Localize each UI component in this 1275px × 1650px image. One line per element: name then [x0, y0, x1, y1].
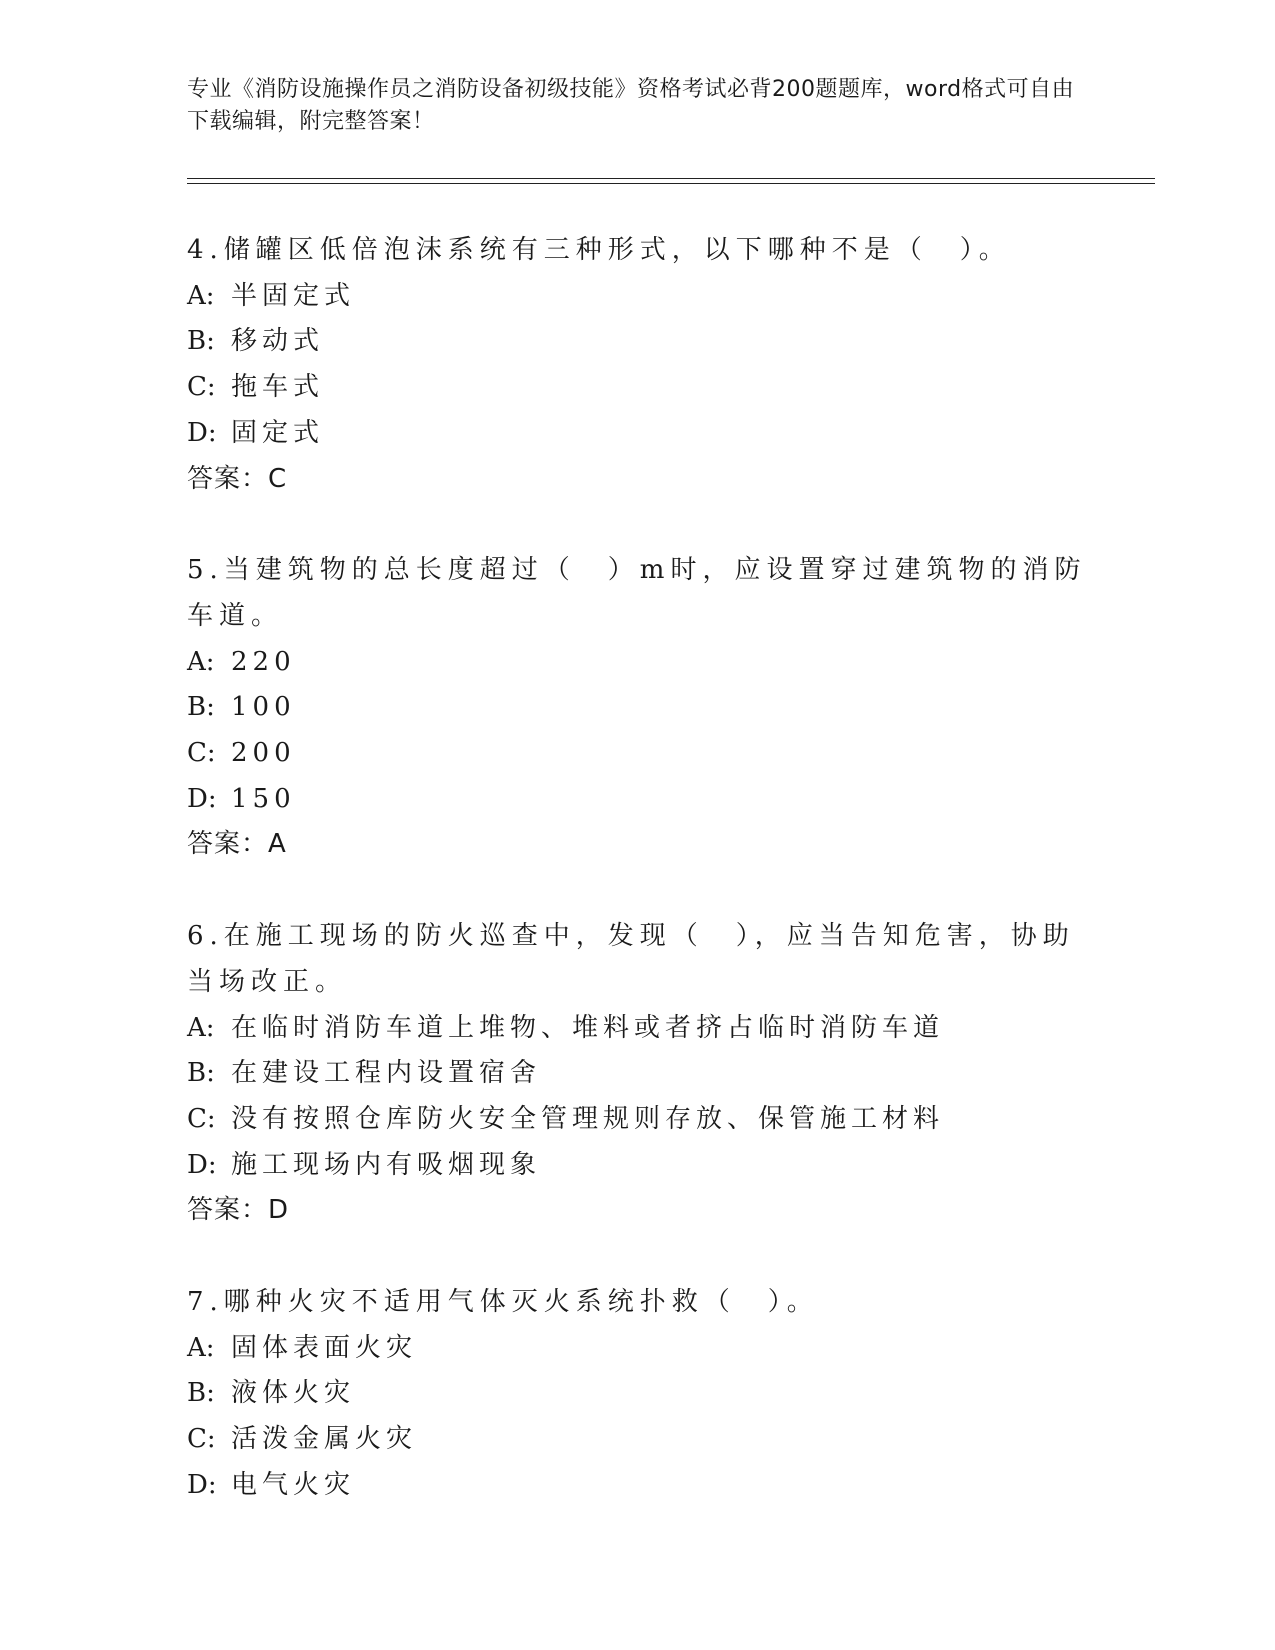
- option-key: B:: [187, 1058, 215, 1089]
- header-divider-top: [187, 178, 1155, 179]
- option-text: 在临时消防车道上堆物、堆料或者挤占临时消防车道: [231, 1012, 945, 1043]
- option-b: [187, 685, 1087, 731]
- question-list: [187, 228, 1087, 1555]
- option-b: [187, 1051, 1087, 1097]
- option-text: 固定式: [231, 417, 325, 448]
- option-d: [187, 1463, 1087, 1509]
- option-key: C:: [187, 1424, 216, 1455]
- option-a: [187, 1326, 1087, 1372]
- question-stem: 4.储罐区低倍泡沫系统有三种形式，以下哪种不是（ ）。: [187, 235, 1011, 265]
- option-key: D:: [187, 1469, 217, 1500]
- option-key: D:: [187, 783, 217, 814]
- option-text: 220: [231, 646, 296, 677]
- option-text: 在建设工程内设置宿舍: [231, 1058, 542, 1089]
- option-text: 没有按照仓库防火安全管理规则存放、保管施工材料: [231, 1103, 945, 1134]
- option-c: [187, 365, 1087, 411]
- answer-line: 答案：C: [187, 463, 288, 494]
- option-key: C:: [187, 738, 216, 769]
- option-d: [187, 777, 1087, 823]
- option-key: C:: [187, 372, 216, 403]
- option-c: [187, 1097, 1087, 1143]
- document-header: 专业《消防设施操作员之消防设备初级技能》资格考试必背200题题库，word格式可自由下载编辑，附完整答案！: [187, 77, 1075, 134]
- option-a: [187, 274, 1087, 320]
- question-item: [187, 914, 1087, 1234]
- question-stem: 5.当建筑物的总长度超过（ ）m时，应设置穿过建筑物的消防车道。: [187, 555, 1087, 631]
- option-d: [187, 1143, 1087, 1189]
- question-item: [187, 228, 1087, 502]
- question-item: [187, 548, 1087, 868]
- option-b: [187, 1371, 1087, 1417]
- option-key: B:: [187, 1378, 215, 1409]
- option-key: B:: [187, 326, 215, 357]
- question-item: [187, 1280, 1087, 1509]
- option-key: D:: [187, 1149, 217, 1180]
- option-text: 100: [231, 692, 296, 723]
- option-key: C:: [187, 1103, 216, 1134]
- option-key: A:: [187, 1332, 215, 1363]
- option-text: 液体火灾: [231, 1378, 356, 1409]
- option-d: [187, 411, 1087, 457]
- answer-line: 答案：D: [187, 1195, 290, 1226]
- option-text: 拖车式: [231, 372, 325, 403]
- option-text: 电气火灾: [231, 1469, 356, 1500]
- option-text: 200: [231, 738, 296, 769]
- option-a: [187, 640, 1087, 686]
- option-text: 移动式: [231, 326, 325, 357]
- header-divider-bottom: [187, 183, 1155, 184]
- option-text: 150: [231, 783, 296, 814]
- option-key: A:: [187, 1012, 215, 1043]
- answer-line: 答案：A: [187, 829, 287, 860]
- option-text: 半固定式: [231, 280, 356, 311]
- option-a: [187, 1006, 1087, 1052]
- option-key: A:: [187, 280, 215, 311]
- option-c: [187, 1417, 1087, 1463]
- option-key: B:: [187, 692, 215, 723]
- option-text: 活泼金属火灾: [231, 1424, 418, 1455]
- option-text: 施工现场内有吸烟现象: [231, 1149, 542, 1180]
- option-key: D:: [187, 417, 217, 448]
- question-stem: 7.哪种火灾不适用气体灭火系统扑救（ ）。: [187, 1287, 819, 1318]
- option-c: [187, 731, 1087, 777]
- option-text: 固体表面火灾: [231, 1332, 418, 1363]
- question-stem: 6.在施工现场的防火巡查中，发现（ ），应当告知危害，协助当场改正。: [187, 921, 1075, 997]
- option-b: [187, 319, 1087, 365]
- option-key: A:: [187, 646, 215, 677]
